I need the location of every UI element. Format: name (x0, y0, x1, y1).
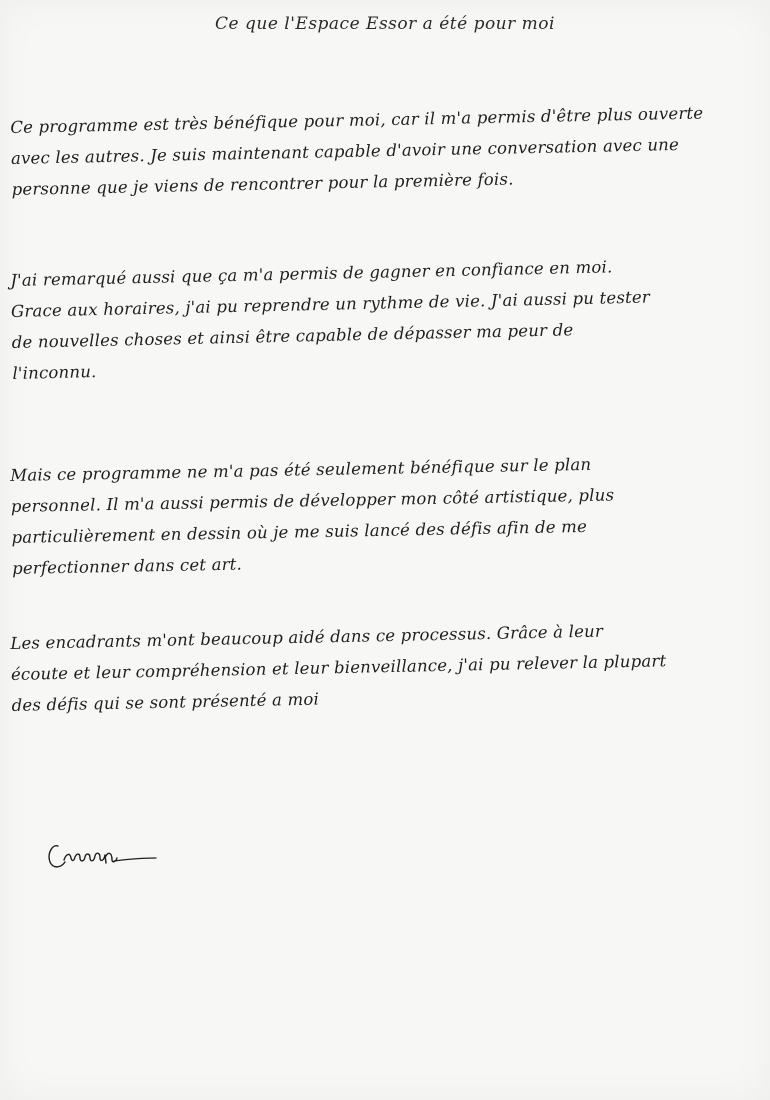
paragraph-line: Mais ce programme ne m'a pas été seulement bénéfique sur le plan (10, 454, 592, 485)
paragraph-line: J'ai remarqué aussi que ça m'a permis de gagner en confiance en moi. (10, 257, 613, 290)
paragraph-line: Grace aux horaires, j'ai pu reprendre un rythme de vie. J'ai aussi pu tester (10, 287, 651, 321)
paragraph-line: écoute et leur compréhension et leur bienveillance, j'ai pu relever la plupart (10, 651, 667, 684)
paragraph-line: personne que je viens de rencontrer pour la première fois. (11, 169, 514, 199)
paragraph-line: particulièrement en dessin où je me suis lancé des défis afin de me (11, 516, 588, 547)
paragraph-line: l'inconnu. (12, 362, 97, 383)
paragraph-line: avec les autres. Je suis maintenant capable d'avoir une conversation avec une (10, 134, 680, 168)
paragraph-3 (10, 446, 757, 584)
paragraph-4 (10, 612, 757, 721)
paragraph-line: perfectionner dans cet art. (11, 554, 243, 578)
paragraph-2 (10, 248, 758, 389)
paragraph-1 (10, 96, 757, 205)
handwritten-signature-icon (44, 832, 164, 877)
page-title: Ce que l'Espace Essor a été pour moi (215, 14, 555, 34)
paragraph-line: personnel. Il m'a aussi permis de développer mon côté artistique, plus (10, 485, 615, 516)
paragraph-line: de nouvelles choses et ainsi être capable de dépasser ma peur de (11, 320, 574, 352)
paragraph-line: Ce programme est très bénéfique pour moi, car il m'a permis d'être plus ouverte (10, 103, 704, 137)
paragraph-line: des défis qui se sont présenté a moi (11, 689, 320, 715)
paragraph-line: Les encadrants m'ont beaucoup aidé dans ce processus. Grâce à leur (10, 621, 604, 653)
